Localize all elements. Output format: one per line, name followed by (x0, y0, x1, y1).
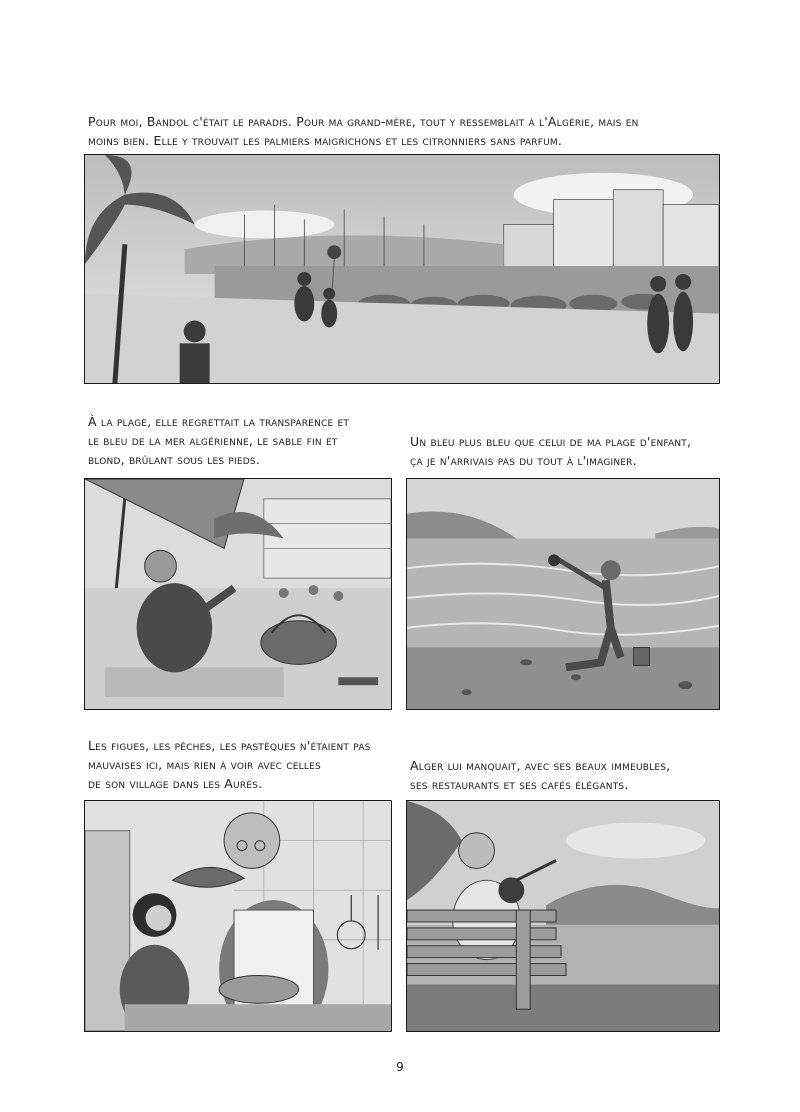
caption-line: blond, brûlant sous les pieds. (88, 452, 260, 467)
panel-kitchen (84, 800, 392, 1032)
caption-middle-right (410, 432, 691, 470)
caption-line: ses restaurants et ses cafés élégants. (410, 777, 629, 792)
panel-beach-grandmother (84, 478, 392, 710)
caption-line: À la plage, elle regrettait la transparence et (88, 414, 350, 429)
panel-sea-girl (406, 478, 720, 710)
beach-grandmother-illustration (85, 479, 391, 709)
caption-bottom-left (88, 736, 371, 793)
panel-harbor (84, 154, 720, 384)
kitchen-illustration (85, 801, 391, 1031)
sea-girl-illustration (407, 479, 719, 709)
bench-bay-illustration (407, 801, 719, 1031)
caption-bottom-right (410, 756, 670, 794)
harbor-illustration (85, 155, 719, 383)
caption-middle-left (88, 412, 349, 469)
caption-line: Un bleu plus bleu que celui de ma plage d'enfant, (410, 434, 692, 449)
caption-top (88, 112, 639, 150)
caption-line: Alger lui manquait, avec ses beaux immeubles, (410, 758, 671, 773)
caption-line: moins bien. Elle y trouvait les palmiers maigrichons et les citronniers sans parfum. (88, 133, 563, 148)
page-number: 9 (396, 1060, 404, 1074)
caption-line: le bleu de la mer algérienne, le sable fin et (88, 433, 338, 448)
caption-line: Pour moi, Bandol c'était le paradis. Pour ma grand-mère, tout y ressemblait à l'Algérie, mais en (88, 114, 639, 129)
caption-line: ça je n'arrivais pas du tout à l'imaginer. (410, 453, 637, 468)
caption-line: de son village dans les Aurès. (88, 776, 263, 791)
caption-line: mauvaises ici, mais rien à voir avec celles (88, 757, 321, 772)
caption-line: Les figues, les pêches, les pastèques n'étaient pas (88, 738, 371, 753)
panel-bench-bay (406, 800, 720, 1032)
